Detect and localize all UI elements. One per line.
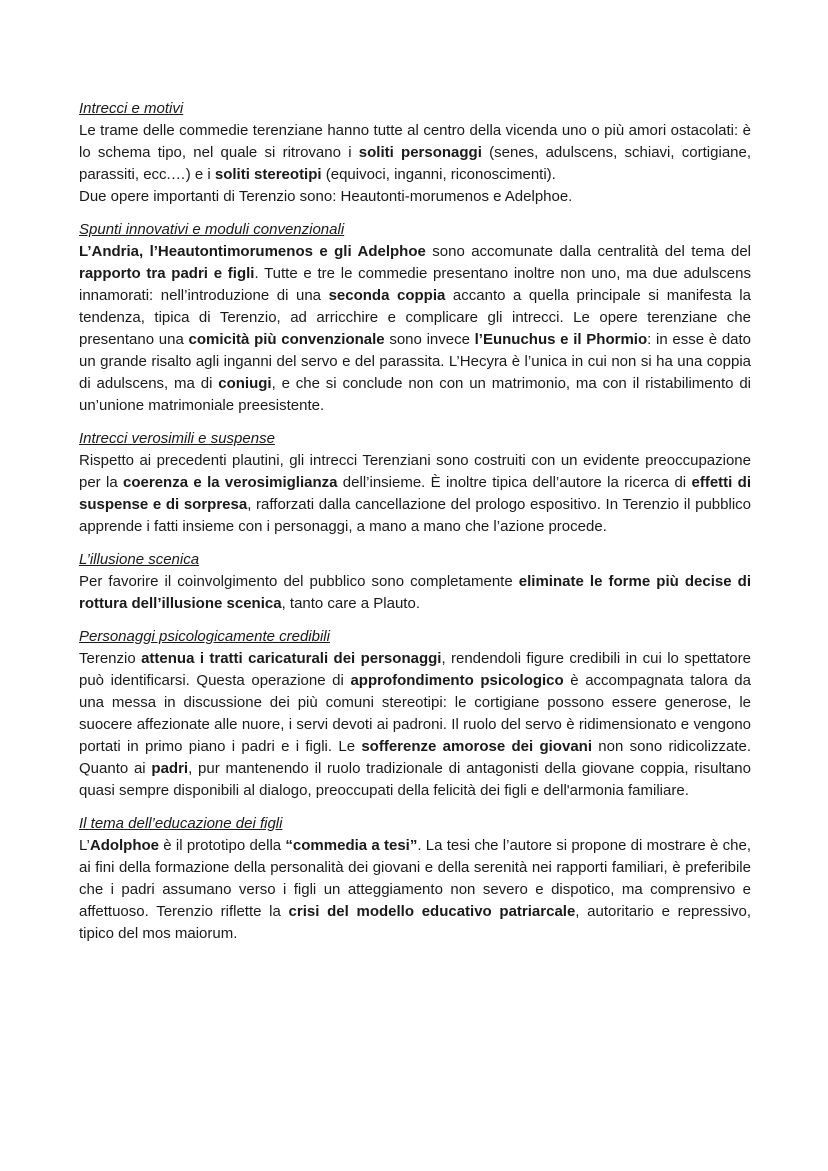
section (79, 428, 751, 538)
bold-text: rapporto tra padri e figli (79, 265, 255, 282)
text-run: accanto a quella principale si manifesta la tendenza, tipica di Terenzio, ad arricchire e complicare gli intrecci. Le opere terenziane che presentano una (79, 287, 751, 348)
bold-text: Adolphoe (89, 837, 160, 854)
paragraph (79, 450, 751, 538)
text-run: . Tutte e tre le commedie presentano inoltre non uno, ma due adulscens innamorati: nell’introduzione di una (79, 265, 751, 304)
text-run: è il prototipo della (159, 837, 286, 854)
bold-text: eliminate le forme più decise di rottura dell’illusione scenica (79, 573, 751, 612)
bold-text: comicità più convenzionale (188, 331, 385, 348)
section-heading: L’illusione scenica (79, 551, 200, 568)
bold-text: padri (151, 760, 189, 777)
text-run: : in esse è dato un grande risalto agli inganni del servo e del parassita. L’Hecyra è l’unica in cui non si ha una coppia di adulscens, ma di (79, 331, 752, 392)
section (79, 219, 751, 417)
paragraph (79, 835, 751, 945)
text-run: , pur mantenendo il ruolo tradizionale di antagonisti della giovane coppia, risultano quasi sempre disponibili al dialogo, preoccupati della felicità dei figli e dell'armonia familiare. (79, 760, 751, 799)
bold-text: l’Eunuchus e il Phormio (474, 331, 648, 348)
bold-text: coerenza e la verosimiglianza (123, 474, 338, 491)
bold-text: soliti personaggi (358, 144, 482, 161)
text-run: sono invece (384, 331, 475, 348)
bold-text: coniugi (218, 375, 272, 392)
bold-text: seconda coppia (328, 287, 446, 304)
text-run: , rendendoli figure credibili in cui lo spettatore può identificarsi. Questa operazione di (79, 650, 751, 689)
section-heading: Spunti innovativi e moduli convenzionali (79, 221, 345, 238)
text-run: , tanto care a Plauto. (281, 595, 420, 612)
text-run: , rafforzati dalla cancellazione del prologo espositivo. In Terenzio il pubblico apprende i fatti insieme con i personaggi, a mano a mano che l’azione procede. (79, 496, 751, 535)
text-run: Per favorire il coinvolgimento del pubblico sono completamente (79, 573, 519, 590)
text-run: Le trame delle commedie terenziane hanno tutte al centro della vicenda uno o più amori ostacolati: è lo schema tipo, nel quale si ritrovano i (79, 122, 751, 161)
paragraph (79, 571, 751, 615)
paragraph (79, 648, 751, 802)
bold-text: attenua i tratti caricaturali dei personaggi (141, 650, 442, 667)
paragraph (79, 186, 751, 208)
bold-text: sofferenze amorose dei giovani (361, 738, 592, 755)
bold-text: soliti stereotipi (214, 166, 322, 183)
text-run: Due opere importanti di Terenzio sono: Heautonti-morumenos e Adelphoe. (79, 188, 573, 205)
text-run: è accompagnata talora da una messa in discussione dei più comuni stereotipi: le cortigiane possono essere generose, le suocere affezionate alle nuore, i servi devoti ai padroni. Il ruolo del servo è ridimensionato e vengono portati in primo piano i padri e i figli. Le (79, 672, 751, 755)
text-run: (equivoci, inganni, riconoscimenti). (321, 166, 556, 183)
text-run: (senes, adulscens, schiavi, cortigiane, parassiti, ecc.…) e i (79, 144, 752, 183)
section-heading: Intrecci verosimili e suspense (79, 430, 275, 447)
bold-text: L’Andria, l’Heautontimorumenos e gli Adelphoe (79, 243, 426, 260)
section (79, 98, 751, 208)
text-run: sono accomunate dalla centralità del tema del (425, 243, 751, 260)
text-run: Rispetto ai precedenti plautini, gli intrecci Terenziani sono costruiti con un evidente preoccupazione per la (79, 452, 751, 491)
document-page (79, 98, 751, 956)
paragraph (79, 120, 751, 186)
section-heading: Il tema dell’educazione dei figli (79, 815, 283, 832)
text-run: . La tesi che l’autore si propone di mostrare è che, ai fini della formazione della personalità dei giovani e della serenità nei rapporti familiari, è preferibile che i padri assumano verso i figli un atteggiamento non severo e dispotico, ma comprensivo e affettuoso. Terenzio riflette la (79, 837, 751, 920)
bold-text: “commedia a tesi” (285, 837, 418, 854)
text-run: non sono ridicolizzate. Quanto ai (79, 738, 751, 777)
section (79, 549, 751, 615)
paragraph (79, 241, 751, 417)
section (79, 813, 751, 945)
bold-text: effetti di suspense e di sorpresa (79, 474, 751, 513)
text-run: , e che si conclude non con un matrimonio, ma con il ristabilimento di un’unione matrimoniale preesistente. (79, 375, 751, 414)
bold-text: approfondimento psicologico (350, 672, 564, 689)
section-heading: Personaggi psicologicamente credibili (79, 628, 330, 645)
text-run: L’ (79, 837, 90, 854)
text-run: Terenzio (79, 650, 142, 667)
section-heading: Intrecci e motivi (79, 100, 184, 117)
section (79, 626, 751, 802)
text-run: , autoritario e repressivo, tipico del mos maiorum. (79, 903, 751, 942)
bold-text: crisi del modello educativo patriarcale (288, 903, 576, 920)
text-run: dell’insieme. È inoltre tipica dell’autore la ricerca di (337, 474, 692, 491)
